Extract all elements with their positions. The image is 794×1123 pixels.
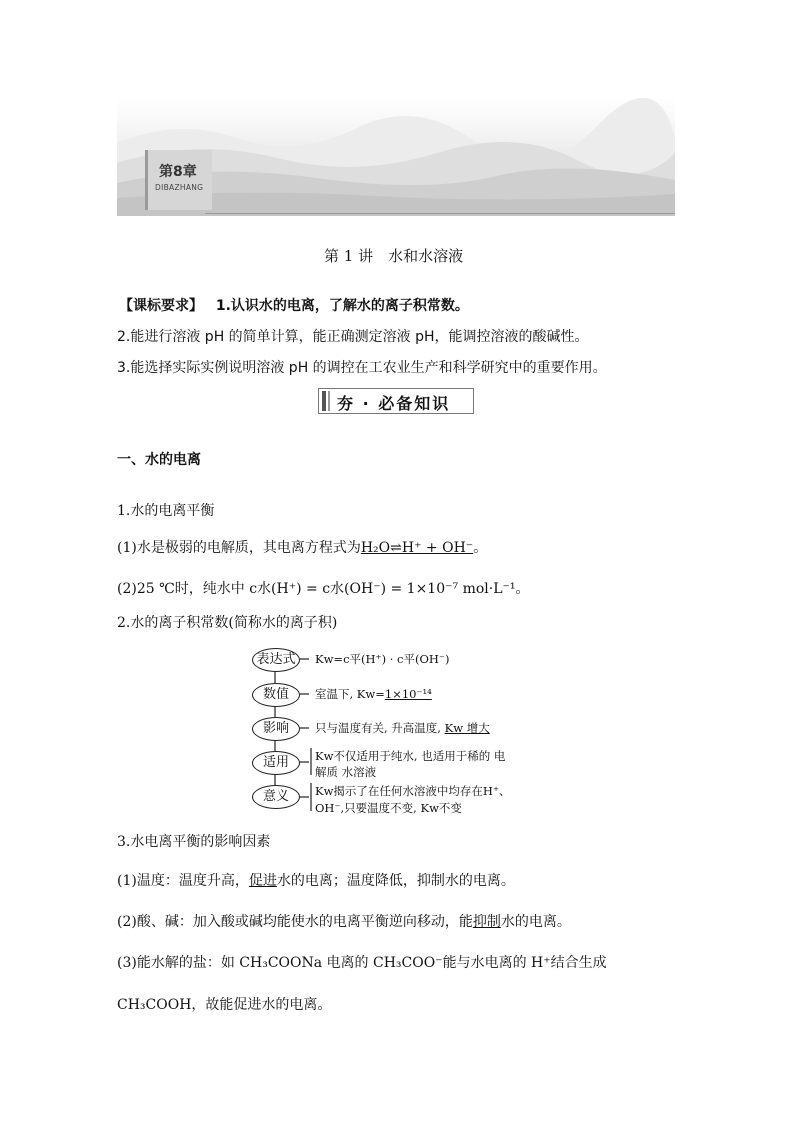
- diagram-text-influence: [315, 720, 490, 736]
- diagram-text-value: [315, 686, 432, 702]
- knowledge-heading: 夯 · 必备知识: [337, 394, 451, 413]
- diagram-node-influence: 影响: [252, 717, 300, 741]
- requirement-item-2: 2.能进行溶液 pH 的简单计算，能正确测定溶液 pH，能调控溶液的酸碱性。: [117, 329, 589, 345]
- requirement-item-3: 3.能选择实际实例说明溶液 pH 的调控在工农业生产和科学研究中的重要作用。: [117, 360, 607, 376]
- requirement-item-1: 1.认识水的电离，了解水的离子积常数。: [215, 298, 469, 314]
- chapter-title: 第8章: [159, 164, 197, 180]
- temp-promote: 促进: [248, 873, 277, 889]
- kw-increase: Kw 增大: [444, 721, 490, 735]
- influence-prefix: 只与温度有关, 升高温度,: [315, 721, 445, 735]
- kw-concept-diagram: [251, 645, 551, 815]
- paragraph-pure-water-concentration: (2)25 ℃时，纯水中 c水(H⁺) = c水(OH⁻) = 1×10⁻⁷ mol·L⁻¹。: [117, 581, 530, 597]
- value-prefix: 室温下, Kw=: [315, 687, 385, 701]
- requirements-label: 【课标要求】: [119, 298, 203, 314]
- acid-suffix: 水的电离。: [500, 914, 571, 930]
- lesson-title: 第 1 讲 水和水溶液: [324, 247, 464, 265]
- heading-bar-decoration-thin: [328, 391, 330, 411]
- acid-prefix: (2)酸、碱：加入酸或碱均能使水的电离平衡逆向移动，能: [117, 914, 473, 930]
- p1-prefix: (1)水是极弱的电解质，其电离方程式为: [117, 540, 361, 556]
- paragraph-ionization-equation: [117, 537, 487, 557]
- subsection-title-1: 1.水的电离平衡: [117, 503, 215, 519]
- paragraph-hydrolysis-salt-1: (3)能水解的盐：如 CH₃COONa 电离的 CH₃COO⁻能与水电离的 H⁺结合生成: [117, 955, 607, 971]
- section-heading: 一、水的电离: [117, 452, 201, 468]
- diagram-node-value: 数值: [252, 683, 300, 707]
- diagram-node-applicability: 适用: [252, 751, 300, 775]
- paragraph-temperature: [117, 870, 515, 890]
- paragraph-acid-base: [117, 911, 571, 931]
- banner-divider: [205, 213, 675, 214]
- requirements-block: [119, 295, 469, 315]
- kw-value: 1×10⁻¹⁴: [384, 687, 432, 701]
- subsection-title-2: 2.水的离子积常数(简称水的离子积): [117, 615, 338, 631]
- ionization-equation: H₂O⇌H⁺ + OH⁻: [360, 540, 474, 556]
- subsection-title-3: 3.水电离平衡的影响因素: [117, 834, 271, 850]
- diagram-node-expression: 表达式: [252, 648, 300, 672]
- diagram-node-significance: 意义: [252, 785, 300, 809]
- chapter-subtitle: DIBAZHANG: [155, 183, 204, 192]
- acid-inhibit: 抑制: [472, 914, 501, 930]
- temp-prefix: (1)温度：温度升高，: [117, 873, 249, 889]
- diagram-text-applicability-2: 解质 水溶液: [315, 765, 377, 779]
- heading-bar-decoration: [322, 391, 326, 411]
- temp-suffix: 水的电离；温度降低，抑制水的电离。: [276, 873, 515, 889]
- paragraph-hydrolysis-salt-2: CH₃COOH，故能促进水的电离。: [117, 997, 332, 1013]
- diagram-text-expression: Kw=c平(H⁺) · c平(OH⁻): [315, 652, 450, 666]
- diagram-text-applicability-1: Kw不仅适用于纯水, 也适用于稀的 电: [315, 749, 506, 763]
- diagram-text-significance-1: Kw揭示了在任何水溶液中均存在H⁺、: [315, 784, 511, 798]
- diagram-text-significance-2: OH⁻,只要温度不变, Kw不变: [315, 801, 462, 815]
- chapter-label: [145, 150, 212, 210]
- p1-suffix: 。: [473, 540, 488, 556]
- knowledge-heading-box: [318, 388, 474, 414]
